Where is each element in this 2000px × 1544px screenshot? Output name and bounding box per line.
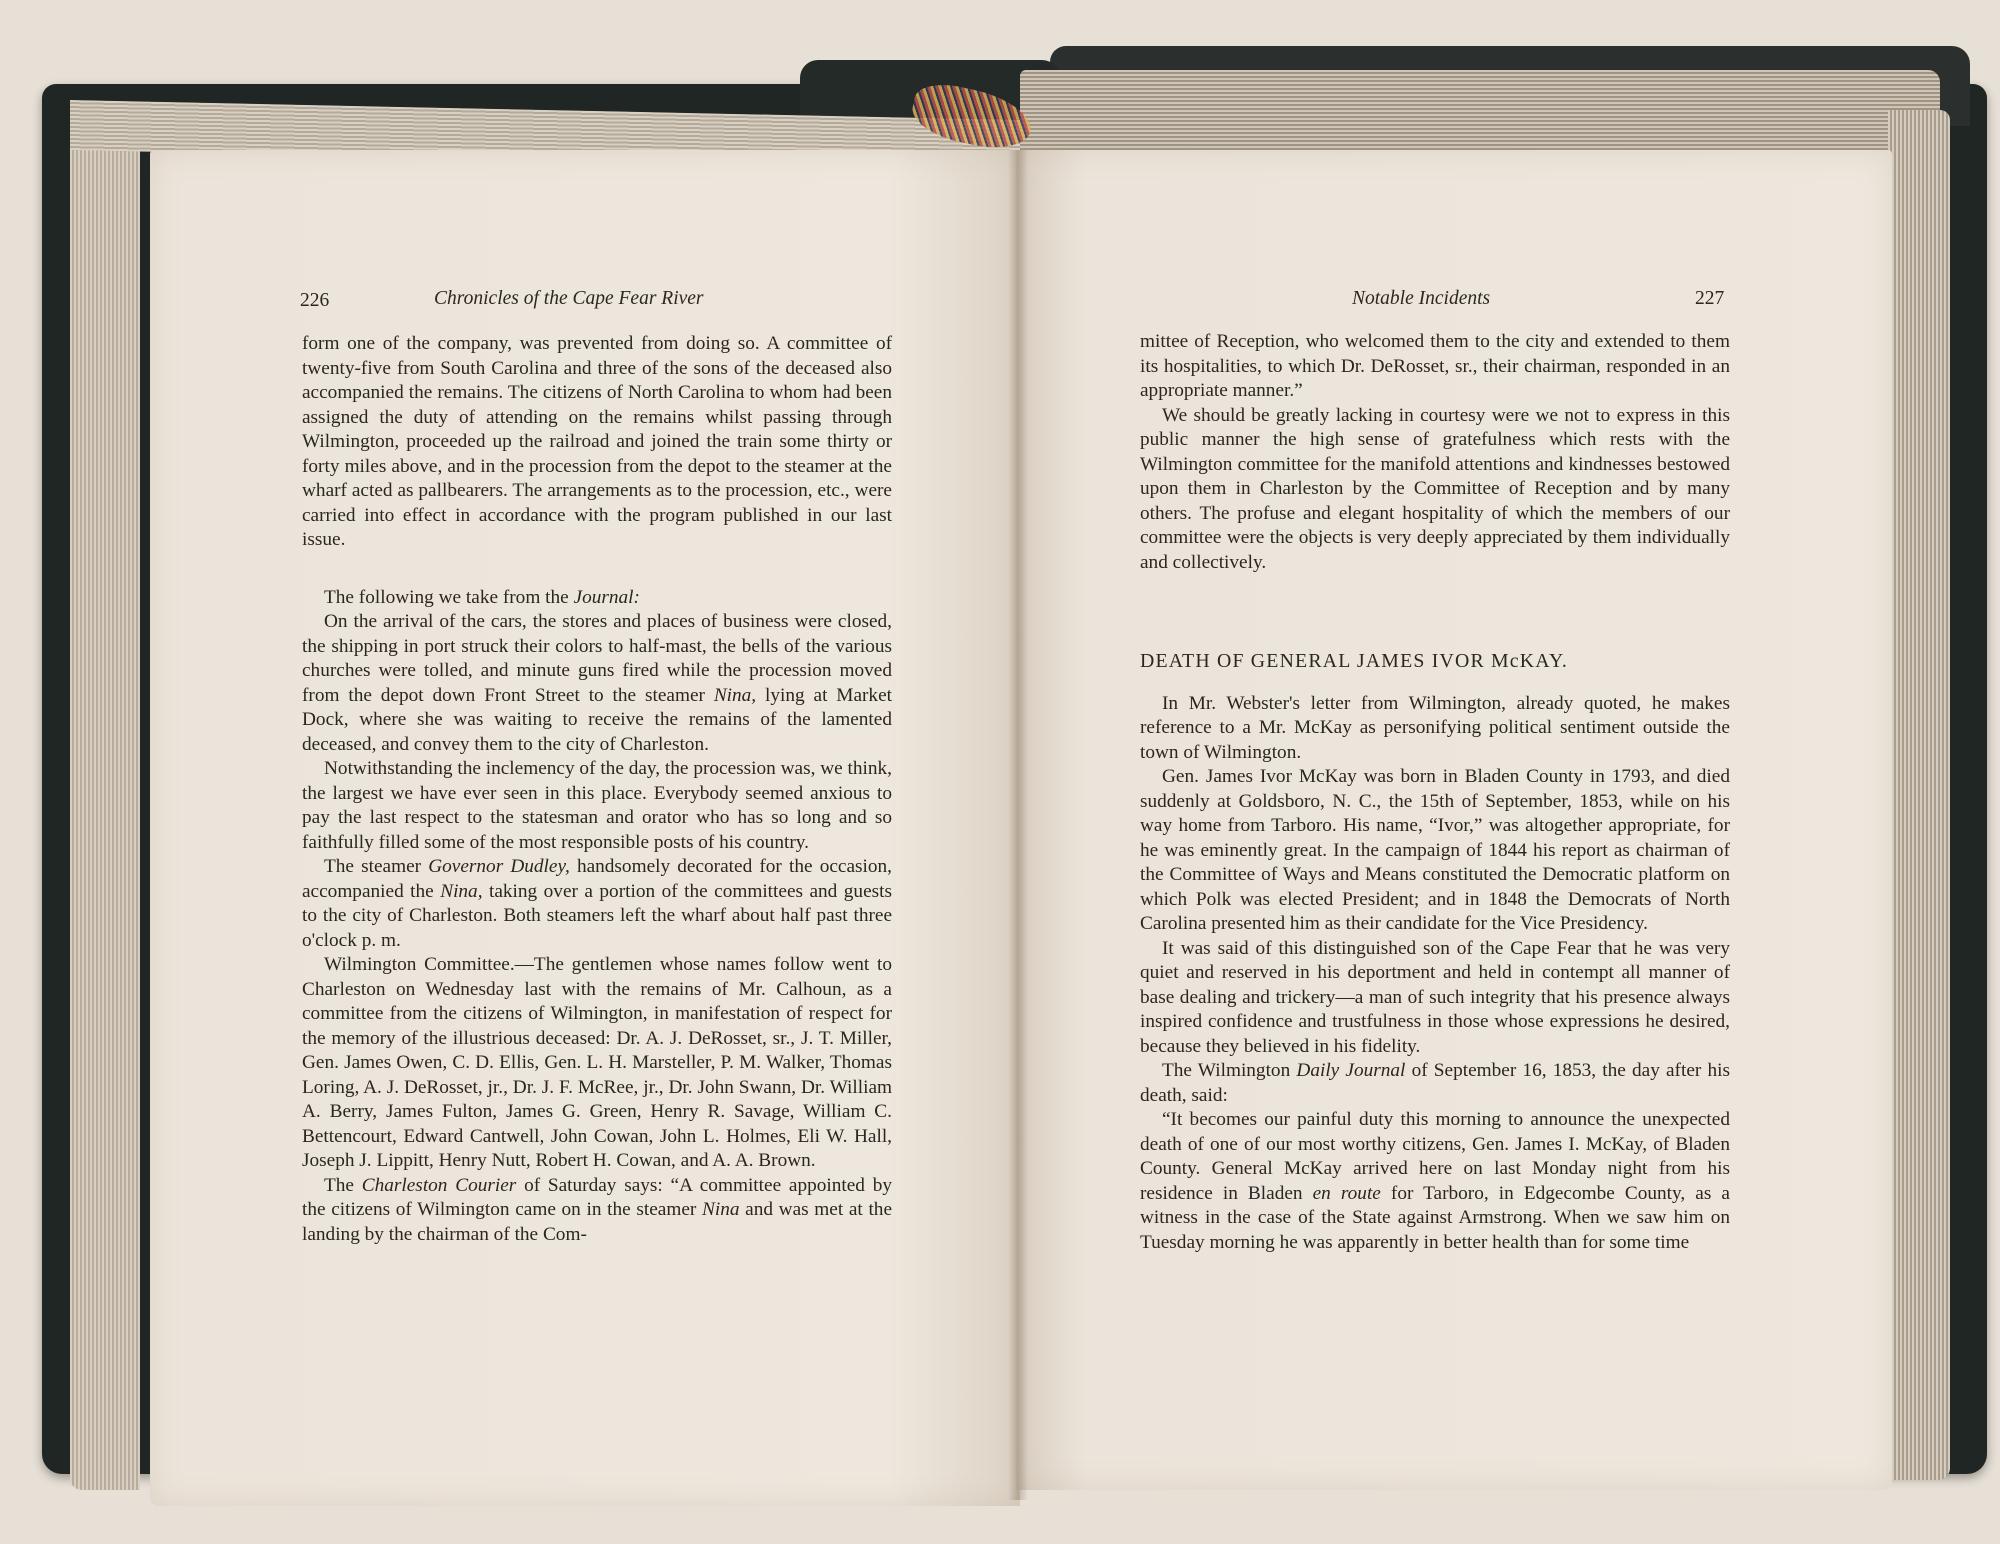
right-page-text [1140,330,1730,1255]
right-running-head: Notable Incidents [1352,288,1491,309]
paragraph: In Mr. Webster's letter from Wilmington, already quoted, he makes reference to a Mr. McKay as personifying political sentiment outside the town of Wilmington. [1140,692,1730,763]
left-page-number: 226 [300,290,330,311]
paragraph: The steamer Governor Dudley, handsomely decorated for the occasion, accompanied the Nina, taking over a portion of the committees and guests to the city of Charleston. Both steamers left the wharf about half past three o'clock p. m. [302,856,892,951]
paragraph: The Charleston Courier of Saturday says: “A committee appointed by the citizens of Wilmington came on in the steamer Nina and was met at the landing by the chairman of the Com- [302,1174,892,1245]
left-running-head: Chronicles of the Cape Fear River [434,288,704,309]
paragraph: Gen. James Ivor McKay was born in Bladen County in 1793, and died suddenly at Goldsboro, N. C., the 15th of September, 1853, while on his way home from Tarboro. His name, “Ivor,” was altogether appropriate, for he was eminently great. In the campaign of 1844 his report as chairman of the Committee of Ways and Means constituted the Democratic platform on which Polk was elected President; and in 1848 the Democrats of North Carolina presented him as their candidate for the Vice Presidency. [1140,766,1730,934]
left-page-text [302,332,892,1247]
paragraph: On the arrival of the cars, the stores and places of business were closed, the shipping in port struck their colors to half-mast, the bells of the various churches were tolled, and minute guns fired while the procession moved from the depot down Front Street to the steamer Nina, lying at Market Dock, where she was waiting to receive the remains of the lamented deceased, and convey them to the city of Charleston. [302,611,892,755]
paragraph: “It becomes our painful duty this morning to announce the unexpected death of one of our most worthy citizens, Gen. James I. McKay, of Bladen County. General McKay arrived here on last Monday night from his residence in Bladen en route for Tarboro, in Edgecombe County, as a witness in the case of the State against Armstrong. When we saw him on Tuesday morning he was apparently in better health than for some time [1140,1109,1730,1253]
page-edges-left [70,110,140,1490]
page-edges-right [1888,110,1950,1480]
paragraph: form one of the company, was prevented from doing so. A committee of twenty-five from South Carolina and three of the sons of the deceased also accompanied the remains. The citizens of North Carolina to whom had been assigned the duty of attending on the remains whilst passing through Wilmington, proceeded up the railroad and joined the train some thirty or forty miles above, and in the procession from the depot to the steamer at the wharf acted as pallbearers. The arrangements as to the procession, etc., were carried into effect in accordance with the program published in our last issue. [302,333,892,550]
section-title: DEATH OF GENERAL JAMES IVOR McKAY. [1140,650,1569,672]
book-gutter [1008,150,1028,1500]
paragraph: We should be greatly lacking in courtesy were we not to express in this public manner the high sense of gratefulness which rests with the Wilmington committee for the manifold attentions and kindnesses bestowed upon them in Charleston by the Committee of Reception and by many others. The profuse and elegant hospitality of which the members of our committee were the objects is very deeply appreciated by them individually and collectively. [1140,404,1730,573]
paragraph: mittee of Reception, who welcomed them to the city and extended to them its hospitalities, to which Dr. DeRosset, sr., their chairman, responded in an appropriate manner.” [1140,331,1730,401]
right-page-number: 227 [1695,288,1725,309]
paragraph: It was said of this distinguished son of the Cape Fear that he was very quiet and reserved in his deportment and held in contempt all manner of base dealing and trickery—a man of such integrity that his presence always inspired confidence and trustfulness in those whose expressions he desired, because they believed in his fidelity. [1140,937,1730,1057]
paragraph: Notwithstanding the inclemency of the day, the procession was, we think, the largest we have ever seen in this place. Everybody seemed anxious to pay the last respect to the statesman and orator who has so long and so faithfully filled some of the most responsible posts of his country. [302,758,892,853]
paragraph: The Wilmington Daily Journal of September 16, 1853, the day after his death, said: [1140,1060,1730,1106]
paragraph: Wilmington Committee.—The gentlemen whose names follow went to Charleston on Wednesday last with the remains of Mr. Calhoun, as a committee from the citizens of Wilmington, in manifestation of respect for the memory of the illustrious deceased: Dr. A. J. DeRosset, sr., J. T. Miller, Gen. James Owen, C. D. Ellis, Gen. L. H. Marsteller, P. M. Walker, Thomas Loring, A. J. DeRosset, jr., Dr. J. F. McRee, jr., Dr. John Swann, Dr. William A. Berry, James Fulton, James G. Green, Henry R. Savage, William C. Bettencourt, Edward Cantwell, John Cowan, John L. Holmes, Eli W. Hall, Joseph J. Lippitt, Henry Nutt, Robert H. Cowan, and A. A. Brown. [302,954,892,1171]
paragraph: The following we take from the Journal: [324,586,640,608]
page-edges-top-right [1020,70,1940,160]
